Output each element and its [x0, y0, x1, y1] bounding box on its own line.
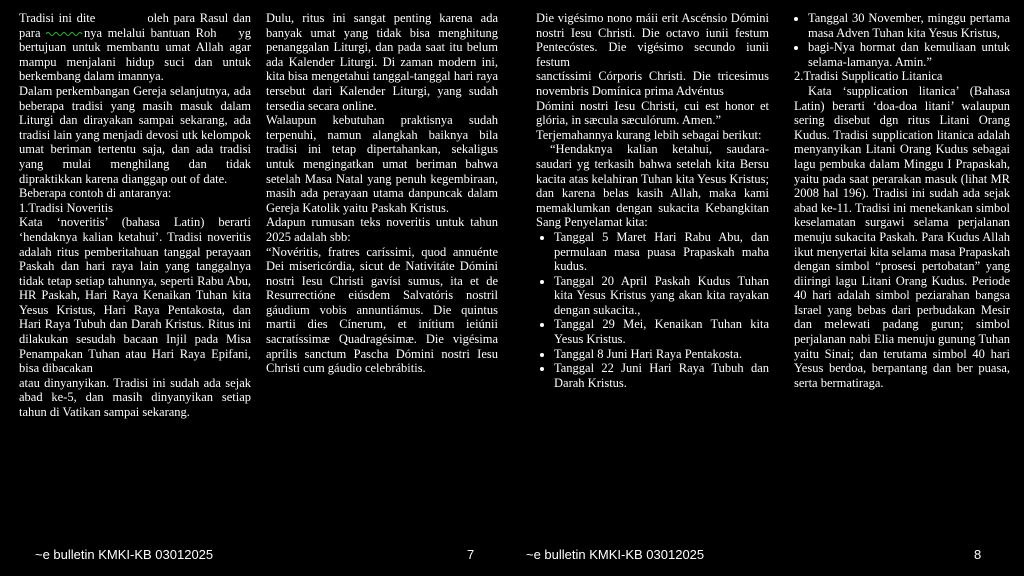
column-4 [794, 11, 1010, 390]
paragraph: Walaupun kebutuhan praktisnya sudah terpenuhi, namun alangkah baiknya bila tradisi ini tetap dipertahankan, sekaligus untuk mengingatkan umat beriman bahwa setelah Masa Natal yang penuh kegembiraan, masih ada perayaan utama danpuncak dalam Gereja Katolik yaitu Paskah Kristus. [266, 113, 498, 215]
paragraph: “Hendaknya kalian ketahui, saudara-saudari yg terkasih bahwa setelah kita Bersu kacita atas kelahiran Tuhan kita Yesus Kristus; dan karena belas kasih Allah, maka kami memaklumkan dengan sukacita Kebangkitan Sang Penyelamat kita: [536, 142, 769, 230]
list-item: • Tanggal 30 November, minggu pertama masa Adven Tuhan kita Yesus Kristus, [808, 11, 1010, 40]
latin-text: sanctíssimi Córporis Christi. Die tricesimus novembris Domínica prima Advéntus [536, 69, 769, 98]
list-item: • Tanggal 8 Juni Hari Raya Pentakosta. [554, 347, 769, 362]
paragraph: Tradisi ini dite oleh para Rasul dan para nya melalui bantuan Roh yg bertujuan untuk membantu umat Allah agar mampu menjalani hidup suci dan untuk berkembang dalam imannya. [19, 11, 251, 84]
paragraph: Kata ‘supplication litanica’ (Bahasa Latin) berarti ‘doa-doa litani’ walaupun sering disebut dgn ritus Litani Orang Kudus. Tradisi supplication litanica adalah menyanyikan Litani Orang Kudus sebagai lagu pembuka dalam Minggu I Prapaskah, yaitu pada saat perarakan masuk (lihat MR 2008 hal 196). Tradisi ini sudah ada sejak abad ke-11. Tradisi ini menekankan simbol keselamatan surgawi selama perjalanan menuju sukacita Paskah. Para Kudus Allah ikut menyertai kita selama masa Prapaskah dengan simbol “prosesi pertobatan” yang diiringi lagu Litani Orang Kudus. Periode 40 hari adalah simbol peziarahan bangsa Israel yang bebas dari perbudakan Mesir dan melewati padang gurun; simbol perjalanan nabi Elia menuju gunung Tuhan yaitu Sinai; dan terutama simbol 40 hari Yesus berdoa, berpantang dan ber puasa, serta bermatiraga. [794, 83, 1010, 390]
date-list [536, 230, 769, 391]
page-number: 7 [467, 547, 475, 562]
paragraph: Dulu, ritus ini sangat penting karena ada banyak umat yang tidak bisa menghitung penanggalan Liturgi, dan pada saat itu belum ada Kalender Liturgi. Di zaman modern ini, kita bisa mengetahui tanggal-tanggal hari raya tersebut dari Kalender Liturgi, yang sudah tersedia secara online. [266, 11, 498, 113]
page-number: 8 [974, 547, 982, 562]
column-1 [19, 11, 251, 420]
paragraph: Dalam perkembangan Gereja selanjutnya, ada beberapa tradisi yang masih masuk dalam Liturgi dan dirayakan sampai sekarang, ada tradisi lain yang menjadi devosi utk kelompok umat beriman tertentu saja, dan ada tradisi yang mulai menghilang dan tidak dipraktikkan karena dianggap out of date. [19, 83, 251, 186]
paragraph: Adapun rumusan teks noveritis untuk tahun 2025 adalah sbb: [266, 215, 498, 244]
squiggle-mark [46, 31, 84, 37]
list-item: • Tanggal 29 Mei, Kenaikan Tuhan kita Yesus Kristus. [554, 317, 769, 346]
column-3 [536, 11, 769, 390]
paragraph: Kata ‘noveritis’ (bahasa Latin) berarti ‘hendaknya kalian ketahui’. Tradisi noveritis adalah ritus pemberitahuan tanggal perayaan Paskah dan hari raya lain yang tanggalnya tidak tetap setiap tahunnya, seperti Rabu Abu, HR Paskah, Hari Raya Kenaikan Tuhan kita Yesus Kristus, Hari Raya Pentakosta, dan Hari Raya Tubuh dan Darah Kristus. Ritus ini dilakukan sesudah bacaan Injil pada Misa Penampakan Tuhan atau Hari Raya Epifani, bisa dibacakan [19, 215, 251, 376]
paragraph: Beberapa contoh di antaranya: [19, 186, 172, 201]
latin-text: Die vigésimo nono máii erit Ascénsio Dómini nostri Iesu Christi. Die octavo iunii festum Pentecóstes. Die vigésimo secundo iunii festum [536, 11, 769, 69]
section-heading: 2.Tradisi Supplicatio Litanica [794, 69, 943, 84]
section-heading: 1.Tradisi Noveritis [19, 200, 113, 215]
column-2 [266, 11, 498, 376]
list-item: • Tanggal 20 April Paskah Kudus Tuhan kita Yesus Kristus yang akan kita rayakan dengan sukacita., [554, 274, 769, 318]
page-right [512, 0, 1024, 576]
footer-text: ~e bulletin KMKI-KB 03012025 [526, 547, 705, 562]
paragraph: atau dinyanyikan. Tradisi ini sudah ada sejak abad ke-5, dan masih dinyanyikan setiap tahun di Vatikan sampai sekarang. [19, 375, 251, 420]
list-item: • Tanggal 5 Maret Hari Rabu Abu, dan permulaan masa puasa Prapaskah maha kudus. [554, 230, 769, 274]
latin-text: Dómini nostri Iesu Christi, cui est honor et glória, in sæcula sæculórum. Amen.” [536, 98, 769, 128]
list-item: • bagi-Nya hormat dan kemuliaan untuk selama-lamanya. Amin.” [808, 40, 1010, 69]
paragraph: Terjemahannya kurang lebih sebagai berikut: [536, 127, 762, 142]
latin-text: “Novéritis, fratres caríssimi, quod annuénte Dei misericórdia, sicut de Nativitáte Dómini nostri Iesu Christi gavísi sumus, ita et de Resurrectióne eiúsdem Salvatóris nostril gáudium vobis annuntiámus. Die quintus martii dies Cínerum, et inítium ieiúnii sacratíssimæ Quadragésimæ. Die vigésima aprílis sanctum Pascha Dómini nostri Iesu Christi cum gáudio celebrábitis. [266, 244, 498, 376]
date-list [794, 11, 1010, 69]
list-item: • Tanggal 22 Juni Hari Raya Tubuh dan Darah Kristus. [554, 361, 769, 390]
footer-text: ~e bulletin KMKI-KB 03012025 [35, 547, 214, 562]
